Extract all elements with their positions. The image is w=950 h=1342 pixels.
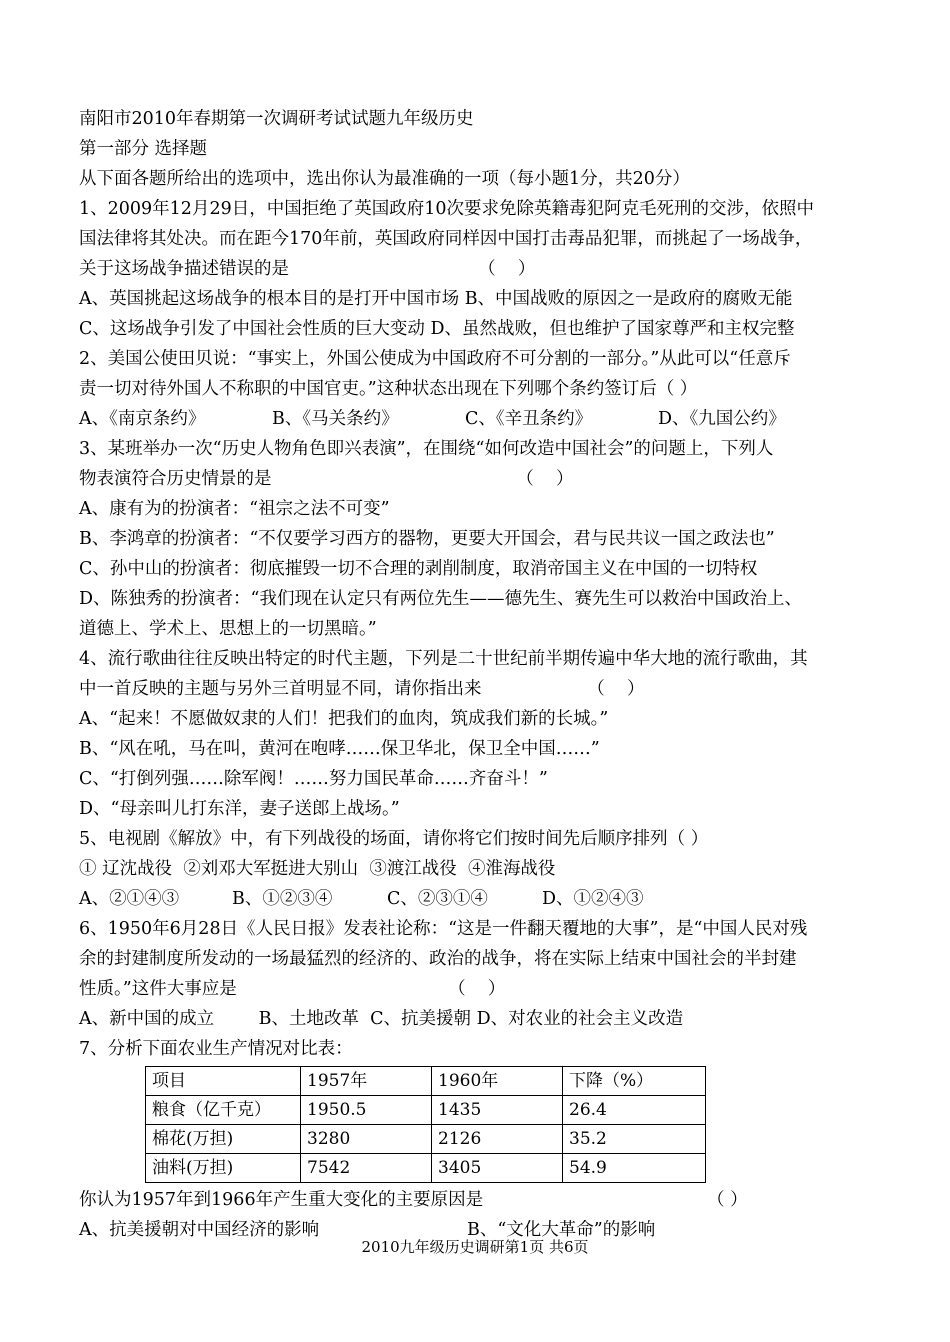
option-d-continued: 道德上、学术上、思想上的一切黑暗。”: [79, 619, 377, 639]
option-b: B、李鸿章的扮演者：“不仅要学习西方的器物，更要大开国会，君与民共议一国之政法也”: [79, 529, 775, 549]
table-cell: 1435: [432, 1096, 563, 1125]
option-a: A、《南京条约》: [79, 409, 206, 429]
question-stem: 你认为1957年到1966年产生重大变化的主要原因是: [79, 1190, 484, 1210]
table-cell: 2126: [432, 1125, 563, 1154]
option-c: C、《辛丑条约》: [465, 409, 593, 429]
table-cell: 3405: [432, 1154, 563, 1183]
question-5: [79, 824, 879, 914]
question-text: 2、美国公使田贝说：“事实上，外国公使成为中国政府不可分割的一部分。”从此可以“任意斥: [79, 349, 791, 369]
question-text: 6、1950年6月28日《人民日报》发表社论称：“这是一件翻天覆地的大事”，是“中国人民对残: [79, 919, 808, 939]
question-text: 余的封建制度所发动的一场最猛烈的经济的、政治的战争，将在实际上结束中国社会的半封建: [79, 949, 797, 969]
production-table: [145, 1066, 706, 1183]
table-header-cell: 下降（%）: [563, 1067, 706, 1096]
question-text: 7、分析下面农业生产情况对比表：: [79, 1039, 353, 1059]
question-1: [79, 194, 879, 344]
option-a: A、康有为的扮演者：“祖宗之法不可变”: [79, 499, 390, 519]
option-a: A、②①④③: [79, 889, 180, 909]
question-6: [79, 914, 879, 1034]
table-row: [146, 1125, 706, 1154]
question-text: 中一首反映的主题与另外三首明显不同，请你指出来 （ ）: [79, 679, 645, 699]
question-text: [79, 1185, 879, 1215]
option-a: A、抗美援朝对中国经济的影响: [79, 1220, 320, 1240]
table-row: [146, 1154, 706, 1183]
question-text: 1、2009年12月29日，中国拒绝了英国政府10次要求免除英籍毒犯阿克毛死刑的交涉，依照中: [79, 199, 814, 219]
option-d: D、①②④③: [542, 889, 644, 909]
table-cell: 54.9: [563, 1154, 706, 1183]
table-cell: 粮食（亿千克）: [146, 1096, 301, 1125]
option-b: B、“文化大革命”的影响: [467, 1220, 656, 1240]
table-cell: 棉花(万担): [146, 1125, 301, 1154]
question-text: 性质。”这件大事应是 （ ）: [79, 979, 506, 999]
option-a: A、“起来！不愿做奴隶的人们！把我们的血肉，筑成我们新的长城。”: [79, 709, 609, 729]
question-text: 5、电视剧《解放》中，有下列战役的场面，请你将它们按时间先后顺序排列（ ）: [79, 829, 709, 849]
option-c: C、②③①④: [387, 889, 488, 909]
question-text: 4、流行歌曲往往反映出特定的时代主题，下列是二十世纪前半期传遍中华大地的流行歌曲，其: [79, 649, 808, 669]
exam-title: 南阳市2010年春期第一次调研考试试题九年级历史: [79, 109, 474, 129]
table-cell: 26.4: [563, 1096, 706, 1125]
option-c: C、“打倒列强……除军阀！……努力国民革命……齐奋斗！”: [79, 769, 548, 789]
option-d: D、“母亲叫儿打东洋，妻子送郎上战场。”: [79, 799, 400, 819]
table-header-cell: 1960年: [432, 1067, 563, 1096]
question-text: 国法律将其处决。而在距今170年前，英国政府同样因中国打击毒品犯罪，而挑起了一场战争，: [79, 229, 813, 249]
exam-content: [79, 104, 879, 1245]
question-text: 责一切对待外国人不称职的中国官吏。”这种状态出现在下列哪个条约签订后（ ）: [79, 379, 698, 399]
question-2: [79, 344, 879, 434]
option-line: [79, 884, 879, 914]
table-cell: 1950.5: [301, 1096, 432, 1125]
option-b: B、《马关条约》: [272, 409, 399, 429]
instructions: 从下面各题所给出的选项中，选出你认为最准确的一项（每小题1分，共20分）: [79, 169, 690, 189]
table-cell: 35.2: [563, 1125, 706, 1154]
table-cell: 3280: [301, 1125, 432, 1154]
option-line: A、英国挑起这场战争的根本目的是打开中国市场 B、中国战败的原因之一是政府的腐败无能: [79, 289, 793, 309]
option-d: D、《九国公约》: [658, 409, 786, 429]
question-4: [79, 644, 879, 824]
table-header-cell: 项目: [146, 1067, 301, 1096]
question-3: [79, 434, 879, 644]
option-line: [79, 404, 879, 434]
battle-list: ① 辽沈战役 ②刘邓大军挺进大别山 ③渡江战役 ④淮海战役: [79, 859, 556, 879]
table-cell: 7542: [301, 1154, 432, 1183]
question-7: [79, 1034, 879, 1245]
option-line: C、这场战争引发了中国社会性质的巨大变动 D、虽然战败，但也维护了国家尊严和主权完整: [79, 319, 795, 339]
part-heading: 第一部分 选择题: [79, 139, 208, 159]
option-c: C、孙中山的扮演者：彻底摧毁一切不合理的剥削制度，取消帝国主义在中国的一切特权: [79, 559, 758, 579]
option-b: B、“风在吼，马在叫，黄河在咆哮……保卫华北，保卫全中国……”: [79, 739, 600, 759]
option-line: A、新中国的成立 B、土地改革 C、抗美援朝 D、对农业的社会主义改造: [79, 1009, 684, 1029]
page-footer: 2010九年级历史调研第1页 共6页: [361, 1238, 589, 1256]
question-text: 物表演符合历史情景的是 （ ）: [79, 469, 574, 489]
option-b: B、①②③④: [232, 889, 333, 909]
table-header-cell: 1957年: [301, 1067, 432, 1096]
answer-bracket: （ ）: [707, 1190, 748, 1210]
option-d: D、陈独秀的扮演者：“我们现在认定只有两位先生——德先生、赛先生可以救治中国政治上、: [79, 589, 802, 609]
table-cell: 油料(万担): [146, 1154, 301, 1183]
question-text: 关于这场战争描述错误的是 （ ）: [79, 259, 536, 279]
table-row: [146, 1096, 706, 1125]
table-header-row: [146, 1067, 706, 1096]
question-text: 3、某班举办一次“历史人物角色即兴表演”，在围绕“如何改造中国社会”的问题上，下列人: [79, 439, 774, 459]
